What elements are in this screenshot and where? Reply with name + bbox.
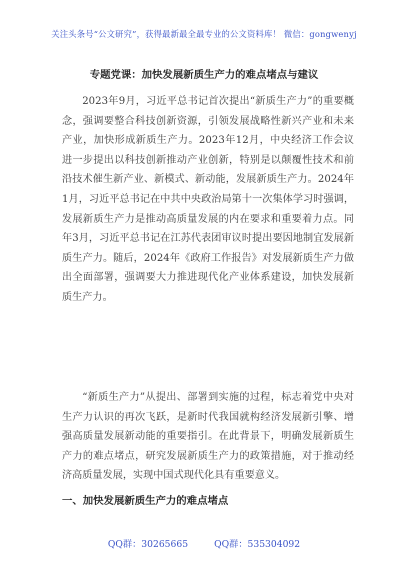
paragraph-1-block	[62, 92, 354, 308]
footer	[0, 536, 408, 550]
header-banner: 关注头条号“公文研究”，获得最新最全最专业的公文资料库！ 微信：gongwenyj	[51, 29, 357, 39]
document-title: 专题党课：加快发展新质生产力的难点堵点与建议	[89, 69, 319, 81]
section-heading: 一、加快发展新质生产力的难点堵点	[62, 495, 229, 507]
footer-qq-group-left: QQ群：30265665	[107, 539, 189, 550]
paragraph-2-block	[62, 388, 354, 486]
footer-qq-group-right: QQ群：535304092	[214, 539, 301, 550]
body-paragraph: “新质生产力”从提出、部署到实施的过程，标志着党中央对生产力认识的再次飞跃，是新时代我国就构经济发展新引擎、增强高质量发展新动能的重要指引。在此背景下，明确发展新质生产力的难点堵点，研究发展新质生产力的政策措施，对于推动经济高质量发展，实现中国式现代化具有重要意义。	[62, 392, 354, 482]
body-paragraph: 2023年9月，习近平总书记首次提出“新质生产力”的重要概念，强调要整合科技创新资源，引领发展战略性新兴产业和未来产业，加快形成新质生产力。2023年12月，中央经济工作会议进一步提出以科技创新推动产业创新，特别是以颠覆性技术和前沿技术催生新产业、新模式、新动能，发展新质生产力。2024年1月，习近平总书记在中共中央政治局第十一次集体学习时强调，发展新质生产力是推动高质量发展的内在要求和重要着力点。同年3月，习近平总书记在江苏代表团审议时提出要因地制宜发展新质生产力。随后，2024年《政府工作报告》对发展新质生产力做出全面部署，强调要大力推进现代化产业体系建设，加快发展新质生产力。	[62, 96, 354, 303]
